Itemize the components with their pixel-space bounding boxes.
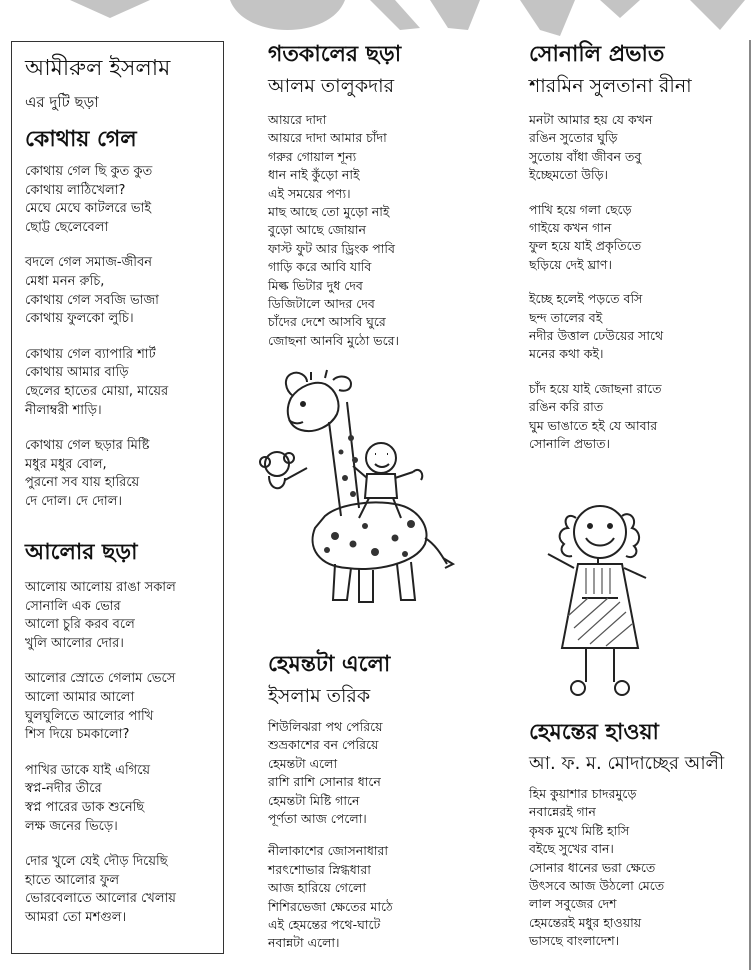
poem-line: শরৎশোভার স্নিগ্ধধারা — [268, 861, 371, 877]
poem-line: লাল সবুজের দেশ — [529, 896, 617, 912]
poem-line: ছোট্ট ছেলেবেলা — [25, 219, 109, 235]
poem-body-hemonter-hawa — [529, 785, 754, 951]
poem-line: নবান্নেরই গান — [529, 804, 596, 820]
poem-line: ফাস্ট ফুট আর ড্রিংক পাবি — [268, 240, 395, 256]
poem-line: পাখির ডাকে যাই এগিয়ে — [25, 762, 151, 778]
poem-body-hemontota-elo — [268, 718, 508, 953]
poem-line: আমরা তো মশগুল। — [25, 909, 127, 925]
poem-title: আলোর ছড়া — [25, 540, 138, 565]
poem-line: চাঁদ হয়ে যাই জোছনা রাতে — [529, 380, 662, 396]
girl-illustration — [528, 498, 668, 700]
stanza — [25, 853, 176, 927]
poem-author: আ. ফ. ম. মোদাচ্ছের আলী — [529, 753, 725, 774]
poem-line: রঙিন সুতোর ঘুড়ি — [529, 130, 618, 146]
poem-line: হাতে আলোর ফুল — [25, 872, 120, 888]
poem-line: সোনালি এক ভোর — [25, 598, 121, 614]
author-name: আমীরুল ইসলাম — [25, 56, 171, 81]
column-right-lower — [529, 719, 754, 951]
poem-line: ছন্দ তালের বই — [529, 309, 603, 325]
stanza — [529, 290, 749, 364]
poem-title: হেমন্তের হাওয়া — [529, 720, 659, 745]
stanza — [268, 718, 508, 828]
poem-line: উৎসবে আজ উঠলো মেতে — [529, 878, 665, 894]
poem-line: খুলি আলোর দোর। — [25, 635, 124, 651]
poem-line: আলোর স্রোতে গেলাম ভেসে — [25, 671, 176, 687]
stanza — [268, 842, 508, 952]
poem-line: কোথায় আমার বাড়ি — [25, 365, 129, 381]
poem-line: গরুর গোয়াল শূন্য — [268, 148, 357, 164]
stanza — [25, 762, 176, 836]
poem-line: রাশি রাশি সোনার ধানে — [268, 774, 381, 790]
poem-line: শুভ্রকাশের বন পেরিয়ে — [268, 737, 379, 753]
poem-line: হেমন্তটা মিষ্টি গানে — [268, 792, 360, 808]
poem-line: আলোয় আলোয় রাঙা সকাল — [25, 580, 176, 595]
stanza — [25, 579, 176, 653]
poem-line: ঘুম ভাঙাতে হই যে আবার — [529, 417, 658, 433]
poem-line: এই সময়ের পণ্য। — [268, 185, 351, 201]
poem-line: রঙিন করি রাত — [529, 399, 604, 415]
giraffe-children-illustration — [255, 368, 460, 613]
stanza — [25, 346, 168, 420]
poem-line: আয়রে দাদা — [268, 112, 327, 127]
stanza — [25, 670, 176, 744]
poem-line: সুতোয় বাঁধা জীবন তবু — [529, 148, 642, 164]
poem-line: শিস দিয়ে চমকালো? — [25, 727, 130, 743]
poem-body-gotokaler-chhora — [268, 111, 508, 350]
poem-line: পাখি হয়ে গলা ছেড়ে — [529, 201, 632, 217]
stanza — [25, 163, 168, 237]
poem-line: ধান নাই কুঁড়ো নাই — [268, 167, 360, 183]
poem-line: মনের কথা কই। — [529, 346, 604, 362]
poem-line: নীলাম্বরী শাড়ি। — [25, 402, 102, 418]
poem-line: মেধা মনন রুচি, — [25, 273, 105, 289]
column-middle-lower — [268, 651, 508, 953]
poem-line: আজ হারিয়ে গেলো — [268, 880, 366, 896]
poem-line: কোথায় লাঠিখেলা? — [25, 182, 126, 198]
poem-line: মধুর মধুর বোল, — [25, 456, 107, 472]
author-subtitle: এর দুটি ছড়া — [25, 93, 99, 111]
poem-line: কোথায় গেল ছড়ার মিষ্টি — [25, 438, 150, 454]
poem-line: ভোরবেলাতে আলোর খেলায় — [25, 891, 176, 907]
poem-line: সোনার ধানের ভরা ক্ষেতে — [529, 859, 656, 875]
poem-line: বদলে গেল সমাজ-জীবন — [25, 255, 152, 271]
poem-line: গাইয়ে কখন গান — [529, 220, 612, 236]
poem-line: কোথায় গেল সবজি ভাজা — [25, 292, 159, 308]
stanza — [529, 380, 749, 454]
header-banner-graphic — [0, 0, 756, 36]
poem-line: কোথায় গেল ব্যাপারি শার্ট — [25, 346, 156, 362]
poem-line: দে দোল। দে দোল। — [25, 493, 123, 509]
stanza — [25, 437, 168, 511]
poem-line: মেঘে মেঘে কাটলরে ভাই — [25, 201, 152, 217]
poem-line: জোছনা আনবি মুঠো ভরে। — [268, 332, 399, 348]
poem-line: হেমন্তেরই মধুর হাওয়ায় — [529, 914, 642, 930]
poem-line: সোনালি প্রভাত। — [529, 436, 611, 452]
poem-line: বুড়ো আছে জোয়ান — [268, 222, 366, 238]
poem-title: হেমন্তটা এলো — [268, 652, 391, 677]
poem-line: হেমন্তটা এলো — [268, 755, 338, 771]
poem-line: নবান্নটা এলো। — [268, 935, 340, 951]
poem-body-sonali-probhat — [529, 111, 749, 454]
poem-line: শিশিরভেজা ক্ষেতের মাঠে — [268, 898, 393, 914]
poem-line: হিম কুয়াশার চাদরমুড়ে — [529, 786, 637, 801]
poem-body-alor-chhora — [25, 579, 176, 928]
column-right — [529, 41, 749, 454]
stanza — [529, 201, 749, 275]
stanza — [25, 254, 168, 328]
poem-title: সোনালি প্রভাত — [529, 42, 665, 67]
column-aminul-islam — [11, 41, 224, 954]
poem-line: মনটা আমার হয় যে কখন — [529, 112, 653, 127]
poem-line: আয়রে দাদা আমার চাঁদা — [268, 130, 387, 146]
stanza — [529, 111, 749, 185]
poem-line: ডিজিটালে আদর দেব — [268, 296, 375, 312]
poem-line: ছড়িয়ে দেই ঘ্রাণ। — [529, 256, 612, 272]
poem-author: ইসলাম তরিক — [268, 685, 371, 707]
poem-line: মাছ আছে তো মুড়ো নাই — [268, 204, 390, 220]
poem-line: কোথায় ফুলকো লুচি। — [25, 311, 134, 327]
poem-line: বইছে সুখের বান। — [529, 841, 614, 857]
poem-line: পূর্ণতা আজ পেলো। — [268, 811, 367, 827]
poem-line: কোথায় গেল ছি কুত কুত — [25, 164, 153, 179]
poem-line: পুরনো সব যায় হারিয়ে — [25, 475, 140, 491]
poem-author: শারমিন সুলতানা রীনা — [529, 75, 692, 97]
poem-line: লক্ষ জনের ভিড়ে। — [25, 818, 118, 834]
poem-body-kothay-gelo — [25, 163, 168, 512]
poem-line: আলো চুরি করব বলে — [25, 617, 135, 633]
poem-line: ইচ্ছেমতো উড়ি। — [529, 167, 609, 183]
poem-line: শিউলিঝরা পথ পেরিয়ে — [268, 719, 383, 734]
poem-line: দোর খুলে যেই দৌড় দিয়েছি — [25, 854, 168, 870]
poem-title: কোথায় গেল — [25, 127, 137, 152]
poem-line: স্বপ্ন পারের ডাক শুনেছি — [25, 799, 145, 815]
poem-author: আলম তালুকদার — [268, 75, 395, 97]
poem-line: মিল্ক ভিটার দুধ দেব — [268, 277, 363, 293]
poem-line: স্বপ্ন-নদীর তীরে — [25, 781, 102, 797]
poem-line: আলো আমার আলো — [25, 689, 135, 705]
poem-line: ঘুলঘুলিতে আলোর পাখি — [25, 708, 154, 724]
poem-line: ইচ্ছে হলেই পড়তে বসি — [529, 291, 643, 307]
poem-line: এই হেমন্তের পথে-ঘাটে — [268, 917, 381, 933]
poem-line: কৃষক মুখে মিষ্টি হাসি — [529, 822, 630, 838]
poem-title: গতকালের ছড়া — [268, 42, 402, 67]
poem-line: ছেলের হাতের মোয়া, মায়ের — [25, 383, 169, 399]
poem-line: ভাসছে বাংলাদেশ। — [529, 933, 620, 949]
poem-line: নদীর উত্তাল ঢেউয়ের সাথে — [529, 328, 664, 344]
poem-line: গাড়ি করে আবি যাবি — [268, 259, 372, 275]
column-middle — [268, 41, 508, 350]
poem-line: নীলাকাশের জোসনাধারা — [268, 843, 388, 859]
poem-line: ফুল হয়ে যাই প্রকৃতিতে — [529, 238, 642, 254]
poem-line: চাঁদের দেশে আসবি ঘুরে — [268, 314, 386, 330]
